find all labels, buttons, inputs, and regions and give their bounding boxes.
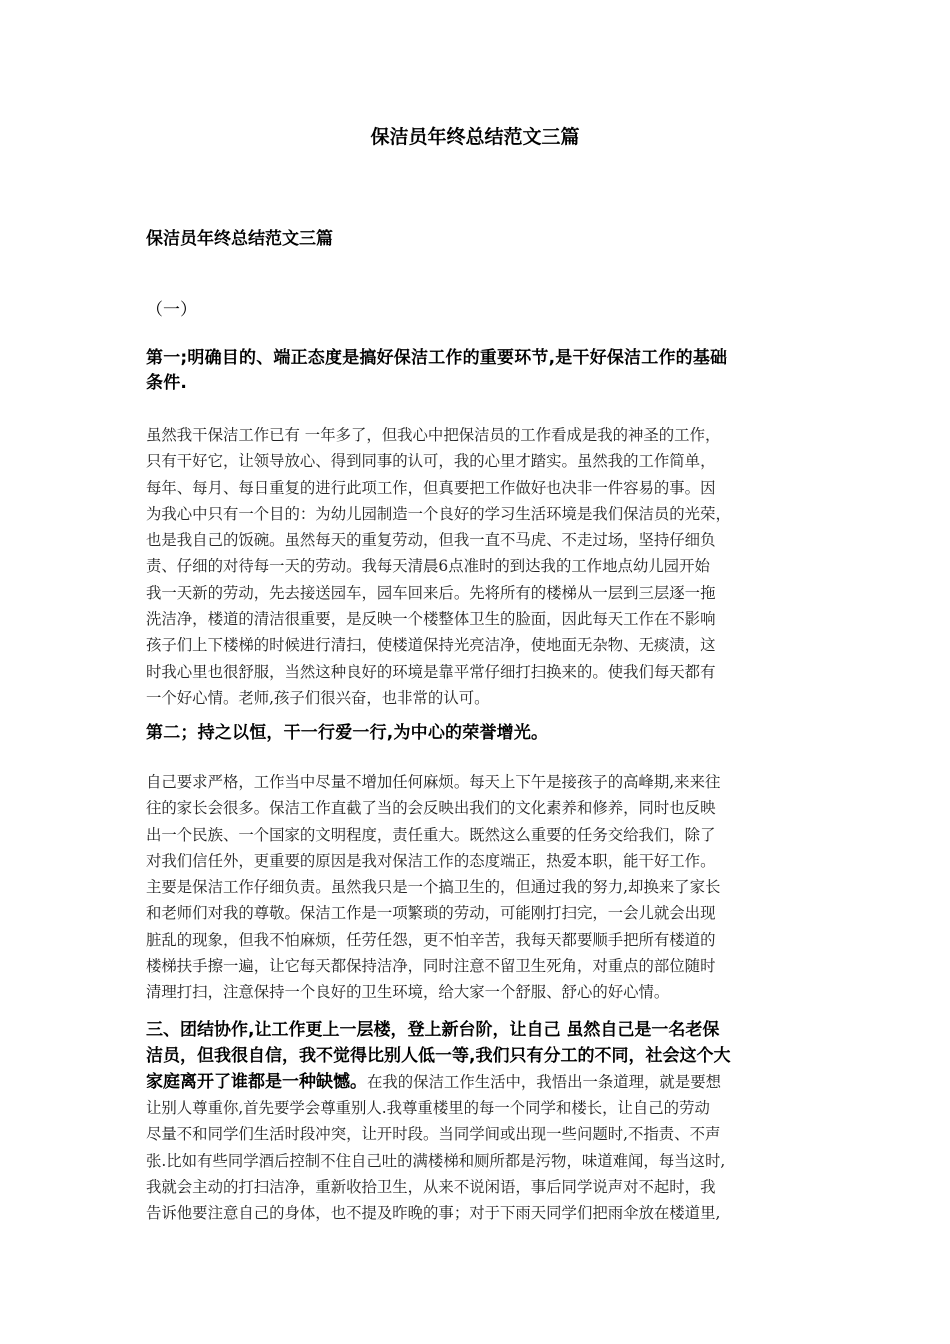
- heading-line: 第一;明确目的、端正态度是搞好保洁工作的重要环节,是干好保洁工作的基础: [146, 348, 728, 368]
- paragraph-line: 往的家长会很多。保洁工作直截了当的会反映出我们的文化素养和修养，同时也反映: [146, 799, 716, 818]
- heading-line: 洁员，但我很自信，我不觉得比别人低一等,我们只有分工的不同，社会这个大: [146, 1046, 731, 1066]
- paragraph-line: 尽量不和同学们生活时段冲突，让开时段。当同学间或出现一些问题时,不指责、不声: [146, 1125, 721, 1144]
- paragraph-line: 一个好心情。老师,孩子们很兴奋，也非常的认可。: [146, 688, 490, 707]
- paragraph-line: 清理打扫，注意保持一个良好的卫生环境，给大家一个舒服、舒心的好心情。: [146, 983, 670, 1002]
- paragraph-line: 对我们信任外，更重要的原因是我对保洁工作的态度端正，热爱本职，能干好工作。: [146, 851, 716, 870]
- paragraph-line: 虽然我干保洁工作已有 一年多了，但我心中把保洁员的工作看成是我的神圣的工作，: [146, 426, 721, 444]
- paragraph-line: 我一天新的劳动，先去接送园车，园车回来后。先将所有的楼梯从一层到三层逐一拖: [146, 583, 716, 602]
- paragraph-line: 主要是保洁工作仔细负责。虽然我只是一个搞卫生的，但通过我的努力,却换来了家长: [146, 878, 721, 897]
- section-number: （一）: [146, 300, 197, 320]
- paragraph-line: 让别人尊重你,首先要学会尊重别人.我尊重楼里的每一个同学和楼长，让自己的劳动: [146, 1099, 710, 1117]
- heading-fragment: 家庭离开了谁都是一种缺憾。: [146, 1072, 367, 1092]
- paragraph-second: [146, 769, 810, 1006]
- paragraph-line: 脏乱的现象，但我不怕麻烦，任劳任怨，更不怕辛苦，我每天都要顺手把所有楼道的: [146, 930, 716, 949]
- paragraph-line: 为我心中只有一个目的：为幼儿园制造一个良好的学习生活环境是我们保洁员的光荣，: [146, 504, 731, 523]
- paragraph-line: 时我心里也很舒服，当然这种良好的环境是靠平常仔细打扫换来的。使我们每天都有: [146, 662, 716, 681]
- heading-line: 条件.: [146, 373, 188, 393]
- paragraph-line: 楼梯扶手擦一遍，让它每天都保持洁净，同时注意不留卫生死角，对重点的部位随时: [146, 957, 716, 976]
- heading-line: 三、团结协作,让工作更上一层楼，登上新台阶，让自己 虽然自己是一名老保: [146, 1020, 720, 1040]
- paragraph-line: 张.比如有些同学酒后控制不住自己吐的满楼梯和厕所都是污物，味道难闻，每当这时,: [146, 1151, 726, 1170]
- section-third: [146, 1017, 810, 1226]
- heading-line: 第二；持之以恒，干一行爱一行,为中心的荣誉增光。: [146, 723, 549, 743]
- paragraph-line: 只有干好它，让领导放心、得到同事的认可，我的心里才踏实。虽然我的工作简单，: [146, 452, 716, 471]
- paragraph-line: 自己要求严格，工作当中尽量不增加任何麻烦。每天上下午是接孩子的高峰期,来来往: [146, 773, 721, 791]
- heading-first: [146, 346, 810, 396]
- document-title: 保洁员年终总结范文三篇: [370, 126, 580, 148]
- paragraph-fragment: 在我的保洁工作生活中，我悟出一条道理，就是要想: [367, 1073, 721, 1091]
- paragraph-line: 责、仔细的对待每一天的劳动。我每天清晨6点准时的到达我的工作地点幼儿园开始: [146, 557, 710, 576]
- paragraph-line: 孩子们上下楼梯的时候进行清扫，使楼道保持光亮洁净，使地面无杂物、无痰渍，这: [146, 636, 716, 655]
- paragraph-first: [146, 422, 810, 711]
- paragraph-line: 也是我自己的饭碗。虽然每天的重复劳动，但我一直不马虎、不走过场，坚持仔细负: [146, 531, 716, 550]
- paragraph-line: 告诉他要注意自己的身体，也不提及昨晚的事；对于下雨天同学们把雨伞放在楼道里,: [146, 1204, 721, 1223]
- heading-second: [146, 721, 810, 746]
- paragraph-line: 我就会主动的打扫洁净，重新收拾卫生，从来不说闲语，事后同学说声对不起时，我: [146, 1177, 716, 1196]
- document-subtitle: 保洁员年终总结范文三篇: [146, 229, 333, 249]
- paragraph-line: 出一个民族、一个国家的文明程度，责任重大。既然这么重要的任务交给我们，除了: [146, 825, 716, 844]
- paragraph-line: 和老师们对我的尊敬。保洁工作是一项繁琐的劳动，可能刚打扫完，一会儿就会出现: [146, 904, 716, 923]
- paragraph-line: 洗洁净，楼道的清洁很重要，是反映一个楼整体卫生的脸面，因此每天工作在不影响: [146, 610, 716, 629]
- paragraph-line: 每年、每月、每日重复的进行此项工作，但真要把工作做好也决非一件容易的事。因: [146, 478, 716, 497]
- mixed-line: [146, 1069, 810, 1095]
